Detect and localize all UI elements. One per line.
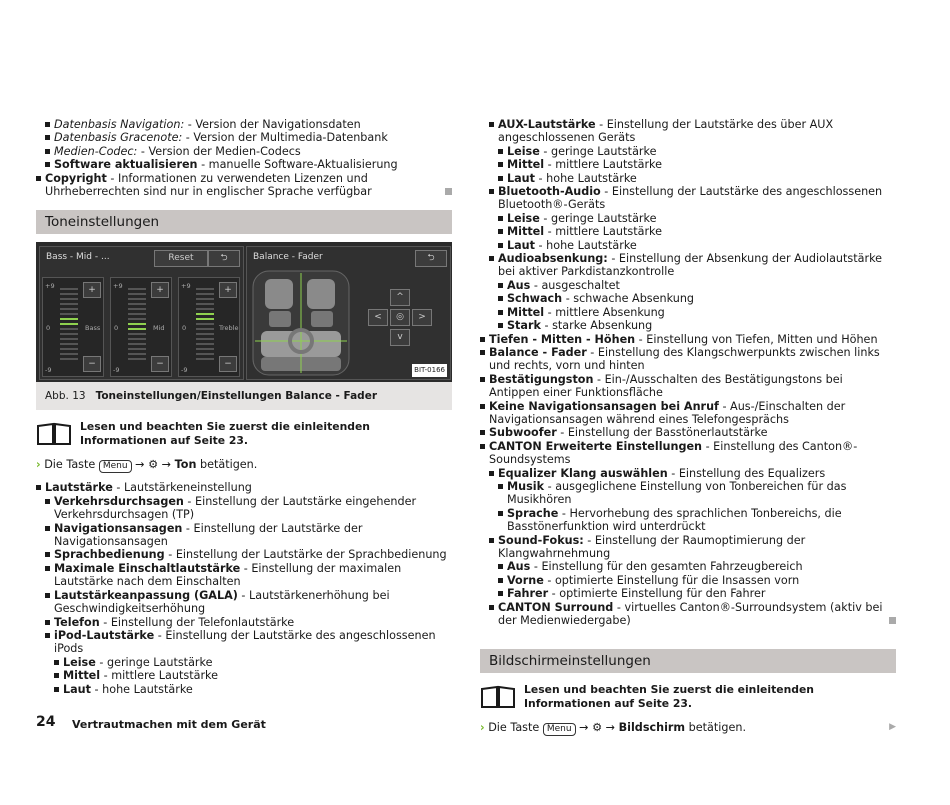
list-item: Audioabsenkung: - Einstellung der Absenkung der Audiolautstärke bei aktiver Parkdistanzkontrolle: [480, 252, 896, 279]
back-button[interactable]: ⮌: [208, 250, 240, 267]
list-item: Navigationsansagen - Einstellung der Lautstärke der Navigationsansagen: [36, 522, 452, 549]
page-number: 24: [36, 714, 56, 730]
bass-minus-button[interactable]: −: [83, 356, 101, 372]
list-item: Copyright - Informationen zu verwendeten Lizenzen und Uhrheberrechten sind nur in englischer Sprache verfügbar: [36, 172, 452, 199]
list-item: CANTON Erweiterte Einstellungen - Einstellung des Canton®-Soundsystems: [480, 440, 896, 467]
list-item: Laut - hohe Lautstärke: [480, 239, 896, 252]
section-title: Toneinstellungen: [36, 210, 452, 234]
list-item: Vorne - optimierte Einstellung für die Insassen vorn: [480, 574, 896, 587]
mid-minus-button[interactable]: −: [151, 356, 169, 372]
sound-settings-list-continued: [480, 118, 896, 627]
list-item: CANTON Surround - virtuelles Canton®-Surroundsystem (aktiv bei der Medienwiedergabe): [480, 601, 896, 628]
end-marker-icon: [445, 188, 452, 195]
chapter-title: Vertrautmachen mit dem Gerät: [72, 718, 266, 731]
list-item: Telefon - Einstellung der Telefonlautstärke: [36, 616, 452, 629]
fader-up-button[interactable]: ^: [390, 289, 410, 306]
center-button[interactable]: ◎: [390, 309, 410, 326]
eq-panel: [39, 246, 244, 380]
list-item: Subwoofer - Einstellung der Basstönerlautstärke: [480, 426, 896, 439]
right-column: [480, 118, 896, 736]
nav-instruction: › Die Taste Menu → ⚙ → Ton betätigen.: [36, 458, 258, 472]
list-item: Bestätigungston - Ein-/Ausschalten des Bestätigungstons bei Antippen einer Funktionsfläche: [480, 373, 896, 400]
list-item: Sprache - Hervorhebung des sprachlichen Tonbereichs, die Basstönerfunktion wird unterdrückt: [480, 507, 896, 534]
list-item: Fahrer - optimierte Einstellung für den Fahrer: [480, 587, 896, 600]
chevron-right-icon: ›: [480, 721, 485, 735]
list-item: Schwach - schwache Absenkung: [480, 292, 896, 305]
left-column: [36, 118, 452, 696]
eq-column-bass: +9 0 -9 Bass + −: [42, 277, 104, 377]
list-item: Leise - geringe Lautstärke: [36, 656, 452, 669]
list-item: Mittel - mittlere Lautstärke: [480, 158, 896, 171]
list-item: Datenbasis Navigation: - Version der Navigationsdaten: [36, 118, 452, 131]
chevron-right-icon: ›: [36, 458, 41, 472]
figure-code: BIT-0166: [412, 364, 447, 377]
read-notice: Lesen und beachten Sie zuerst die einleitenden Informationen auf Seite 23.: [480, 683, 896, 711]
eq-column-treble: +9 0 -9 Treble + −: [178, 277, 240, 377]
list-item: Mittel - mittlere Lautstärke: [480, 225, 896, 238]
list-item: Mittel - mittlere Lautstärke: [36, 669, 452, 682]
list-item: Leise - geringe Lautstärke: [480, 212, 896, 225]
list-item: Aus - ausgeschaltet: [480, 279, 896, 292]
read-notice: Lesen und beachten Sie zuerst die einleitenden Informationen auf Seite 23.: [36, 420, 452, 448]
book-icon: [480, 685, 516, 709]
list-item: Leise - geringe Lautstärke: [480, 145, 896, 158]
car-seats-icon: [251, 269, 351, 377]
book-icon: [36, 422, 72, 446]
list-item: Lautstärkeanpassung (GALA) - Lautstärkenerhöhung bei Geschwindigkeitserhöhung: [36, 589, 452, 616]
list-item: Balance - Fader - Einstellung des Klangschwerpunkts zwischen links und rechts, vorn und hinten: [480, 346, 896, 373]
info-list: [36, 118, 452, 198]
nav-instruction: › Die Taste Menu → ⚙ → Bildschirm betätigen. ▶: [480, 721, 896, 735]
list-item: Software aktualisieren - manuelle Software-Aktualisierung: [36, 158, 452, 171]
list-item: AUX-Lautstärke - Einstellung der Lautstärke des über AUX angeschlossenen Geräts: [480, 118, 896, 145]
settings-icon: ⚙: [148, 458, 159, 472]
list-item: Keine Navigationsansagen bei Anruf - Aus-/Einschalten der Navigationsansagen während eines Telefongesprächs: [480, 400, 896, 427]
list-item: Lautstärke - Lautstärkeneinstellung: [36, 481, 452, 494]
reset-button[interactable]: Reset: [154, 250, 208, 267]
balance-panel-title: Balance - Fader: [253, 252, 323, 263]
list-item: Aus - Einstellung für den gesamten Fahrzeugbereich: [480, 560, 896, 573]
balance-right-button[interactable]: >: [412, 309, 432, 326]
list-item: Tiefen - Mitten - Höhen - Einstellung von Tiefen, Mitten und Höhen: [480, 333, 896, 346]
list-item: Sprachbedienung - Einstellung der Lautstärke der Sprachbedienung: [36, 548, 452, 561]
eq-column-mid: +9 0 -9 Mid + −: [110, 277, 172, 377]
back-button[interactable]: ⮌: [415, 250, 447, 267]
list-item: Verkehrsdurchsagen - Einstellung der Lautstärke eingehender Verkehrsdurchsagen (TP): [36, 495, 452, 522]
menu-key: Menu: [99, 460, 132, 473]
figure-caption: Abb. 13 Toneinstellungen/Einstellungen Balance - Fader: [36, 382, 452, 410]
menu-key: Menu: [543, 723, 576, 736]
bass-plus-button[interactable]: +: [83, 282, 101, 298]
list-item: Datenbasis Gracenote: - Version der Multimedia-Datenbank: [36, 131, 452, 144]
list-item: Laut - hohe Lautstärke: [36, 683, 452, 696]
figure-sound-settings: [36, 242, 452, 382]
list-item: Laut - hohe Lautstärke: [480, 172, 896, 185]
list-item: Medien-Codec: - Version der Medien-Codecs: [36, 145, 452, 158]
end-marker-icon: [889, 617, 896, 624]
settings-icon: ⚙: [592, 721, 603, 735]
section-title: Bildschirmeinstellungen: [480, 649, 896, 673]
fader-down-button[interactable]: v: [390, 329, 410, 346]
list-item: iPod-Lautstärke - Einstellung der Lautstärke des angeschlossenen iPods: [36, 629, 452, 656]
balance-fader-panel: [246, 246, 451, 380]
list-item: Stark - starke Absenkung: [480, 319, 896, 332]
list-item: Sound-Fokus: - Einstellung der Raumoptimierung der Klangwahrnehmung: [480, 534, 896, 561]
treble-minus-button[interactable]: −: [219, 356, 237, 372]
eq-panel-title: Bass - Mid - ...: [46, 252, 110, 263]
continue-arrow-icon: ▶: [889, 722, 896, 733]
mid-plus-button[interactable]: +: [151, 282, 169, 298]
balance-left-button[interactable]: <: [368, 309, 388, 326]
list-item: Musik - ausgeglichene Einstellung von Tonbereichen für das Musikhören: [480, 480, 896, 507]
treble-plus-button[interactable]: +: [219, 282, 237, 298]
sound-settings-list: [36, 481, 452, 696]
list-item: Mittel - mittlere Absenkung: [480, 306, 896, 319]
list-item: Equalizer Klang auswählen - Einstellung des Equalizers: [480, 467, 896, 480]
list-item: Maximale Einschaltlautstärke - Einstellung der maximalen Lautstärke nach dem Einschalten: [36, 562, 452, 589]
list-item: Bluetooth-Audio - Einstellung der Lautstärke des angeschlossenen Bluetooth®-Geräts: [480, 185, 896, 212]
